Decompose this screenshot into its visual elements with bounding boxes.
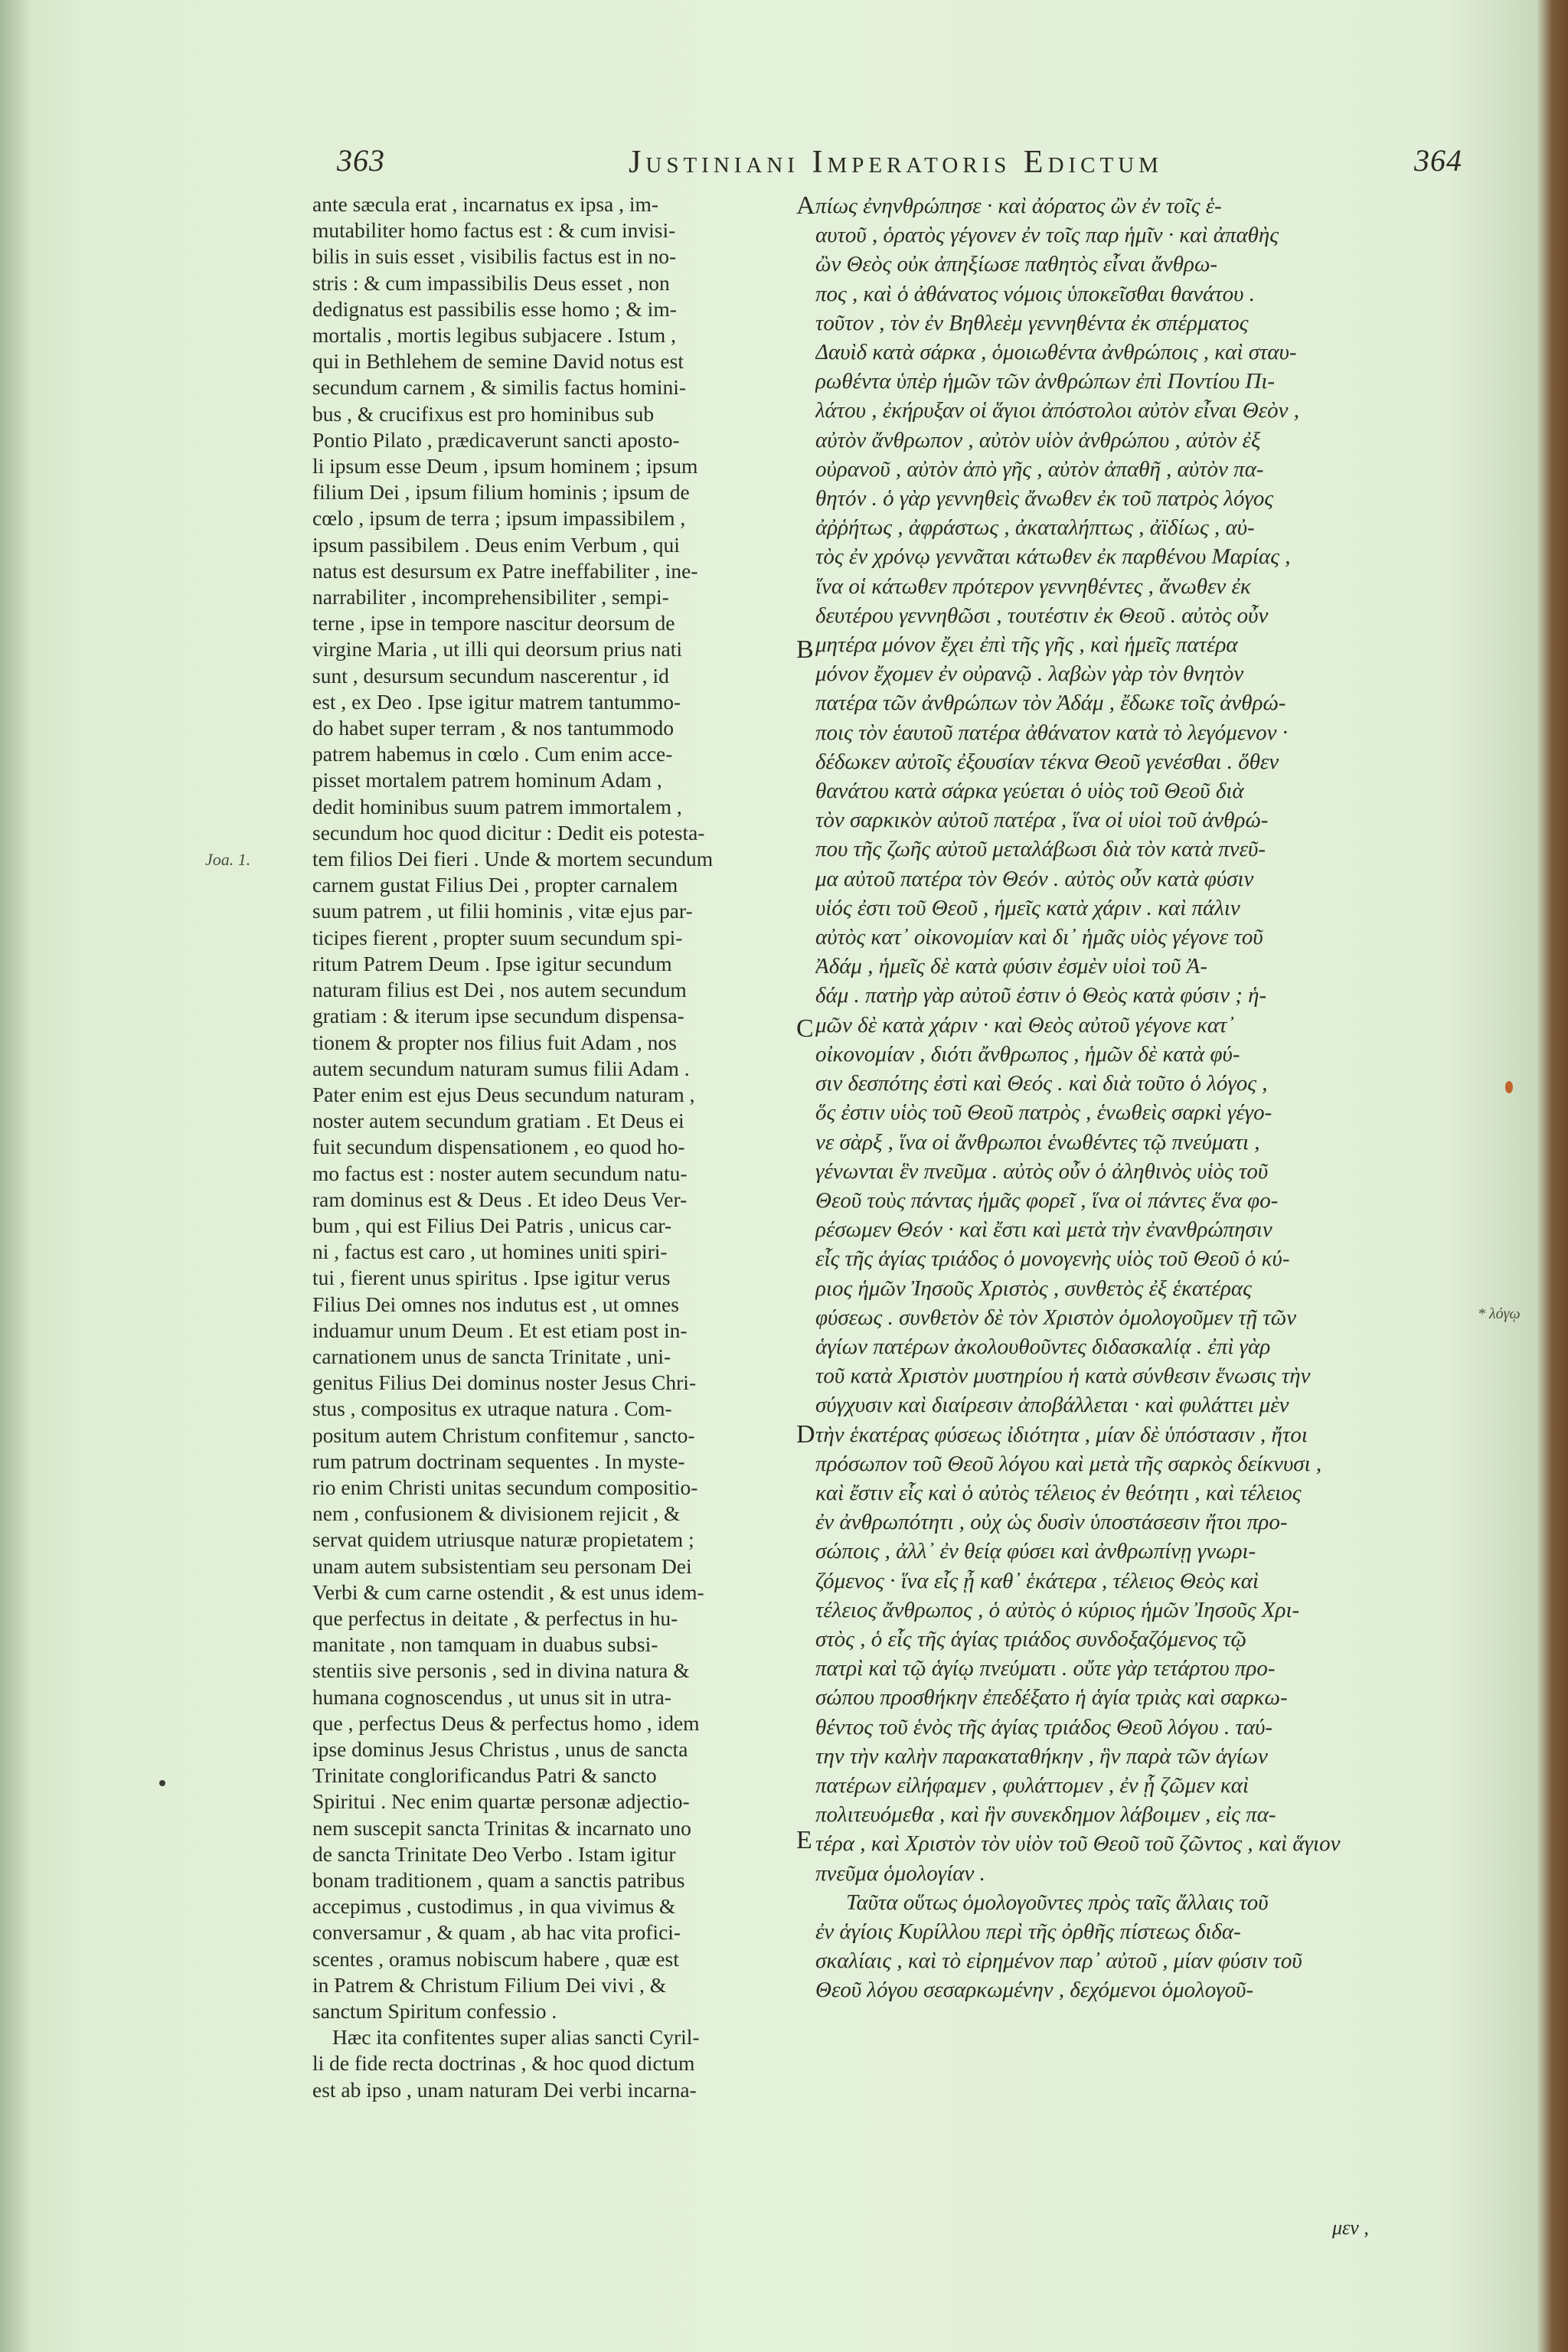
text-line: Trinitate conglorificandus Patri & sancto [312,1763,657,1788]
text-line: σώποις , ἀλλ᾽ ἐν θείᾳ φύσει καὶ ἀνθρωπίνῃ γνωρι- [815,1539,1256,1564]
text-line: αὐτὸς κατ᾽ οἰκονομίαν καὶ δι᾽ ἡμᾶς υἱὸς γέγονε τοῦ [815,925,1263,950]
margin-note-variant: * λόγῳ [1478,1305,1521,1322]
text-line: Θεοῦ τοὺς πάντας ἡμᾶς φορεῖ , ἵνα οἱ πάντες ἕνα φο- [815,1187,1279,1213]
text-line: σκαλίαις , καὶ τὸ εἰρημένον παρ᾽ αὐτοῦ , μίαν φύσιν τοῦ [815,1949,1302,1974]
text-line: gratiam : & iterum ipse secundum dispensa- [312,1004,684,1028]
text-line: mortalis , mortis legibus subjacere . Istum , [312,323,677,348]
text-line: que perfectus in deitate , & perfectus in hu- [312,1606,678,1630]
text-line: unam autem subsistentiam seu personam Dei [312,1553,692,1578]
text-line: Filius Dei omnes nos indutus est , ut omnes [312,1292,679,1316]
text-line: πίως ἐνηνθρώπησε · καὶ ἀόρατος ὢν ἐν τοῖς ἑ- [815,194,1222,218]
text-line: conversamur , & quam , ab hac vita profici- [312,1920,681,1945]
text-line: cœlo , ipsum de terra ; ipsum impassibilem , [312,506,686,531]
text-line: in Patrem & Christum Filium Dei vivi , & [312,1972,667,1997]
text-line: bonam traditionem , quam a sanctis patribus [312,1868,685,1892]
text-line: υἱός ἐστι τοῦ Θεοῦ , ἡμεῖς κατὰ χάριν . καὶ πάλιν [815,895,1240,920]
text-line: ni , factus est caro , ut homines uniti spiri- [312,1240,668,1264]
text-line: Spiritui . Nec enim quartæ personæ adjectio- [312,1789,690,1814]
text-line: stus , compositus ex utraque natura . Com- [312,1396,672,1421]
section-letter: E [796,1826,812,1854]
text-line: οὐρανοῦ , αὐτὸν ἀπὸ γῆς , αὐτὸν ἀπαθῆ , αὐτὸν πα- [815,456,1264,482]
text-line: li ipsum esse Deum , ipsum hominem ; ipsum [312,454,698,479]
text-line: terne , ipse in tempore nascitur deorsum de [312,611,675,635]
text-line: ὅς ἐστιν υἱὸς τοῦ Θεοῦ πατρὸς , ἑνωθεὶς σαρκὶ γέγο- [815,1100,1272,1125]
running-title: Justiniani Imperatoris Edictum [629,145,1163,180]
text-line: nem suscepit sancta Trinitas & incarnato uno [312,1815,691,1840]
text-line: που τῆς ζωῆς αὐτοῦ μεταλάβωσι διὰ τὸν κατὰ πνεῦ- [815,837,1266,862]
section-letter: D [796,1420,815,1449]
text-line: de sancta Trinitate Deo Verbo . Istam igitur [312,1841,676,1866]
text-line: Verbi & cum carne ostendit , & est unus idem- [312,1579,704,1604]
text-line: natus est desursum ex Patre ineffabiliter , ine- [312,558,698,583]
text-line: accepimus , custodimus , in qua vivimus & [312,1894,676,1919]
text-line: fuit secundum dispensationem , eo quod ho- [312,1135,685,1159]
text-line: sanctum Spiritum confessio . [312,1999,557,2024]
text-line: mutabiliter homo factus est : & cum invisi- [312,218,676,243]
text-line: humana cognoscendus , ut unus sit in utra- [312,1684,671,1709]
text-line: θανάτου κατὰ σάρκα γεύεται ὁ υἱὸς τοῦ Θεοῦ διὰ [815,779,1244,804]
text-line: πνεῦμα ὁμολογίαν . [815,1860,985,1886]
text-line: naturam filius est Dei , nos autem secundum [312,978,687,1002]
text-line: πατέρων εἰλήφαμεν , φυλάττομεν , ἐν ᾗ ζῶμεν καὶ [815,1772,1250,1798]
text-line: μόνον ἔχομεν ἐν οὐρανῷ . λαβὼν γὰρ τὸν θνητὸν [815,662,1244,687]
margin-note-scripture: Joa. 1. [205,850,251,869]
text-line: ριος ἡμῶν Ἰησοῦς Χριστὸς , συνθετὸς ἐξ ἑκατέρας [815,1276,1252,1301]
text-line: Δαυὶδ κατὰ σάρκα , ὁμοιωθέντα ἀνθρώποις , καὶ σταυ- [815,340,1297,365]
text-line: την τὴν καλὴν παρακαταθήκην , ἣν παρὰ τῶν ἁγίων [815,1743,1268,1769]
text-line: λάτου , ἐκήρυξαν οἱ ἅγιοι ἀπόστολοι αὐτὸν εἶναι Θεὸν , [815,398,1300,423]
text-line: ram dominus est & Deus . Et ideo Deus Ver- [312,1187,688,1211]
text-line: que , perfectus Deus & perfectus homo , idem [312,1710,700,1735]
greek-paragraph-1 [815,191,1428,1888]
text-line: καὶ ἔστιν εἷς καὶ ὁ αὐτὸς τέλειος ἐν θεότητι , καὶ τέλειος [815,1480,1302,1505]
text-line: dedit hominibus suum patrem immortalem , [312,794,682,818]
text-line: Ἀδάμ , ἡμεῖς δὲ κατὰ φύσιν ἐσμὲν υἱοὶ τοῦ Ἀ- [815,954,1207,979]
text-line: noster autem secundum gratiam . Et Deus ei [312,1109,684,1133]
text-line: ritum Patrem Deum . Ipse igitur secundum [312,951,672,975]
text-line: δάμ . πατὴρ γὰρ αὐτοῦ ἐστιν ὁ Θεὸς κατὰ φύσιν ; ἡ- [815,983,1267,1008]
text-line: nem , confusionem & divisionem rejicit , & [312,1501,681,1526]
text-line: sunt , desursum secundum nascerentur , id [312,663,669,688]
text-line: scentes , oramus nobiscum habere , quæ est [312,1946,679,1971]
text-line: qui in Bethlehem de semine David notus est [312,349,684,374]
text-line: τὸν σαρκικὸν αὐτοῦ πατέρα , ἵνα οἱ υἱοὶ τοῦ ἀνθρώ- [815,808,1269,833]
text-line: genitus Filius Dei dominus noster Jesus Chri- [312,1370,697,1395]
ink-spot [159,1780,165,1786]
text-line: θέντος τοῦ ἑνὸς τῆς ἁγίας τριάδος Θεοῦ λόγου . ταύ- [815,1714,1273,1740]
text-line: secundum carnem , & similis factus homini- [312,375,687,400]
text-line: narrabiliter , incomprehensibiliter , sempi- [312,585,669,609]
text-line: bus , & crucifixus est pro hominibus sub [312,401,655,426]
section-letter: A [796,191,815,220]
text-line: ἀῤῥήτως , ἀφράστως , ἀκαταλήπτως , ἀϊδίως , αὐ- [815,515,1255,541]
text-line: Hæc ita confitentes super alias sancti Cyril- [332,2025,700,2050]
text-line: τοῦτον , τὸν ἐν Βηθλεὲμ γεννηθέντα ἐκ σπέρματος [815,310,1249,335]
ink-spot [1505,1081,1513,1093]
page-number-left: 363 [337,143,385,178]
text-line: τοῦ κατὰ Χριστὸν μυστηρίου ἡ κατὰ σύνθεσιν ἕνωσις τὴν [815,1364,1311,1389]
text-line: ποις τὸν ἑαυτοῦ πατέρα ἀθάνατον κατὰ τὸ λεγόμενον · [815,720,1289,745]
text-line: virgine Maria , ut illi qui deorsum prius nati [312,637,682,662]
text-line: πατρὶ καὶ τῷ ἁγίῳ πνεύματι . οὔτε γὰρ τετάρτου προ- [815,1656,1276,1681]
text-line: πατέρα τῶν ἀνθρώπων τὸν Ἀδάμ , ἔδωκε τοῖς ἀνθρώ- [815,691,1286,716]
text-line: carnem gustat Filius Dei , propter carnalem [312,873,678,897]
text-line: bilis in suis esset , visibilis factus est in no- [312,244,677,269]
text-line: αυτοῦ , ὁρατὸς γέγονεν ἐν τοῖς παρ ἡμῖν · καὶ ἀπαθὴς [815,223,1279,248]
text-line: πολιτευόμεθα , καὶ ἣν συνεκδημον λάβοιμεν , εἰς πα- [815,1802,1276,1828]
text-line: tem filios Dei fieri . Unde & mortem secundum [312,847,714,871]
text-line: rio enim Christi unitas secundum compositio- [312,1475,698,1499]
text-line: μα αὐτοῦ πατέρα τὸν Θεόν . αὐτὸς οὖν κατὰ φύσιν [815,866,1254,891]
text-line: filium Dei , ipsum filium hominis ; ipsum de [312,480,690,505]
text-line: δέδωκεν αὐτοῖς ἐξουσίαν τέκνα Θεοῦ γενέσθαι . ὅθεν [815,749,1279,774]
section-letters [796,191,818,2182]
page-number-right: 364 [1414,143,1462,178]
latin-column [312,191,795,2182]
text-line: γένωνται ἓν πνεῦμα . αὐτὸς οὖν ὁ ἀληθινὸς υἱὸς τοῦ [815,1158,1269,1184]
text-line: Pontio Pilato , prædicaverunt sancti aposto- [312,427,680,452]
text-line: οἰκονομίαν , διότι ἄνθρωπος , ἡμῶν δὲ κατὰ φύ- [815,1041,1240,1067]
text-line: Ταῦτα οὕτως ὁμολογοῦντες πρὸς ταῖς ἄλλαις τοῦ [846,1890,1269,1915]
text-line: mo factus est : noster autem secundum natu- [312,1161,688,1185]
text-line: carnationem unus de sancta Trinitate , uni- [312,1344,671,1368]
text-line: bum , qui est Filius Dei Patris , unicus car- [312,1213,672,1237]
greek-paragraph-2 [815,1888,1428,2005]
greek-column [815,191,1428,2259]
text-line: ρωθέντα ὑπὲρ ἡμῶν τῶν ἀνθρώπων ἐπὶ Ποντίου Πι- [815,369,1276,394]
text-line: ρέσωμεν Θεόν · καὶ ἔστι καὶ μετὰ τὴν ἐνανθρώπησιν [815,1217,1272,1243]
text-line: τέλειος ἄνθρωπος , ὁ αὐτὸς ὁ κύριος ἡμῶν Ἰησοῦς Χρι- [815,1597,1300,1622]
text-line: ἐν ἁγίοις Κυρίλλου περὶ τῆς ὀρθῆς πίστεως διδα- [815,1919,1241,1944]
text-line: μητέρα μόνον ἔχει ἐπὶ τῆς γῆς , καὶ ἡμεῖς πατέρα [815,632,1238,658]
text-line: ἐν ἀνθρωπότητι , οὐχ ὡς δυσὶν ὑποστάσεσιν ἤτοι προ- [815,1510,1288,1535]
text-line: induamur unum Deum . Et est etiam post in- [312,1318,688,1342]
text-line: φύσεως . συνθετὸν δὲ τὸν Χριστὸν ὁμολογοῦμεν τῇ τῶν [815,1305,1297,1330]
text-line: est ab ipso , unam naturam Dei verbi incarna- [312,2077,697,2102]
text-line: μῶν δὲ κατὰ χάριν · καὶ Θεὸς αὐτοῦ γέγονε κατ᾽ [815,1012,1235,1037]
text-line: dedignatus est passibilis esse homo ; & im- [312,296,677,321]
text-line: Θεοῦ λόγου σεσαρκωμένην , δεχόμενοι ὁμολογοῦ- [815,1978,1254,2003]
text-line: stentiis sive personis , sed in divina natura & [312,1658,690,1683]
section-letter: C [796,1014,814,1043]
text-line: ἁγίων πατέρων ἀκολουθοῦντες διδασκαλίᾳ . ἐπὶ γὰρ [815,1334,1271,1359]
text-line: τὴν ἑκατέρας φύσεως ἰδιότητα , μίαν δὲ ὑπόστασιν , ἤτοι [815,1422,1308,1447]
text-line: ζόμενος · ἵνα εἷς ᾖ καθ᾽ ἑκάτερα , τέλειος Θεὸς καὶ [815,1568,1259,1593]
text-line: ipse dominus Jesus Christus , unus de sancta [312,1736,688,1761]
text-line: πρόσωπον τοῦ Θεοῦ λόγου καὶ μετὰ τῆς σαρκὸς δείκνυσι , [815,1451,1322,1476]
text-line: patrem habemus in cœlo . Cum enim acce- [312,742,673,766]
text-line: positum autem Christum confitemur , sancto- [312,1423,695,1447]
text-line: ὢν Θεὸς οὐκ ἀπηξίωσε παθητὸς εἶναι ἄνθρω- [815,252,1218,277]
text-line: θητόν . ὁ γὰρ γεννηθεὶς ἄνωθεν ἐκ τοῦ πατρὸς λόγος [815,486,1274,511]
text-line: tionem & propter nos filius fuit Adam , nos [312,1030,677,1054]
text-line: rum patrum doctrinam sequentes . In myste- [312,1449,685,1473]
text-line: σώπου προσθήκην ἐπεδέξατο ἡ ἁγία τριὰς καὶ σαρκω- [815,1685,1288,1710]
text-line: ipsum passibilem . Deus enim Verbum , qui [312,532,680,557]
text-line: σύγχυσιν καὶ διαίρεσιν ἀποβάλλεται · καὶ φυλάττει μὲν [815,1393,1289,1418]
text-line: Pater enim est ejus Deus secundum naturam , [312,1082,695,1106]
text-line: νε σὰρξ , ἵνα οἱ ἄνθρωποι ἑνωθέντες τῷ πνεύματι , [815,1129,1260,1155]
text-line: tui , fierent unus spiritus . Ipse igitur verus [312,1266,671,1290]
text-line: ticipes fierent , propter suum secundum spi- [312,925,683,949]
section-letter: B [796,635,814,664]
catchword: μεν , [1332,2216,1369,2239]
binding-shadow [0,0,31,2352]
text-line: do habet super terram , & nos tantummodo [312,716,674,740]
text-line: est , ex Deo . Ipse igitur matrem tantummo- [312,689,681,714]
text-line: stris : & cum impassibilis Deus esset , non [312,270,670,295]
text-line: autem secundum naturam sumus filii Adam . [312,1056,690,1080]
text-line: ante sæcula erat , incarnatus ex ipsa , im- [312,192,659,216]
text-line: servat quidem utriusque naturæ propietatem ; [312,1527,694,1552]
text-line: secundum hoc quod dicitur : Dedit eis potesta- [312,820,705,844]
text-line: pisset mortalem patrem hominum Adam , [312,768,662,792]
text-line: πος , καὶ ὁ ἀθάνατος νόμοις ὑποκεῖσθαι θανάτου . [815,281,1255,306]
text-line: manitate , non tamquam in duabus subsi- [312,1632,658,1657]
text-line: li de fide recta doctrinas , & hoc quod dictum [312,2051,695,2076]
text-line: δευτέρου γεννηθῶσι , τουτέστιν ἐκ Θεοῦ . αὐτὸς οὖν [815,603,1269,628]
text-line: τέρα , καὶ Χριστὸν τὸν υἱὸν τοῦ Θεοῦ τοῦ ζῶντος , καὶ ἅγιον [815,1831,1341,1857]
text-line: αὐτὸν ἄνθρωπον , αὐτὸν υἱὸν ἀνθρώπου , αὐτὸν ἐξ [815,427,1261,452]
text-line: τὸς ἐν χρόνῳ γεννᾶται κάτωθεν ἐκ παρθένου Μαρίας , [815,544,1291,570]
text-line: ἵνα οἱ κάτωθεν πρότερον γεννηθέντες , ἄνωθεν ἐκ [815,573,1251,599]
text-line: σιν δεσπότης ἐστὶ καὶ Θεός . καὶ διὰ τοῦτο ὁ λόγος , [815,1071,1268,1096]
text-line: suum patrem , ut filii hominis , vitæ ejus par- [312,899,693,923]
text-line: εἷς τῆς ἁγίας τριάδος ὁ μονογενὴς υἱὸς τοῦ Θεοῦ ὁ κύ- [815,1246,1290,1272]
running-header [322,142,1516,188]
text-line: στὸς , ὁ εἷς τῆς ἁγίας τριάδος συνδοξαζόμενος τῷ [815,1626,1246,1651]
